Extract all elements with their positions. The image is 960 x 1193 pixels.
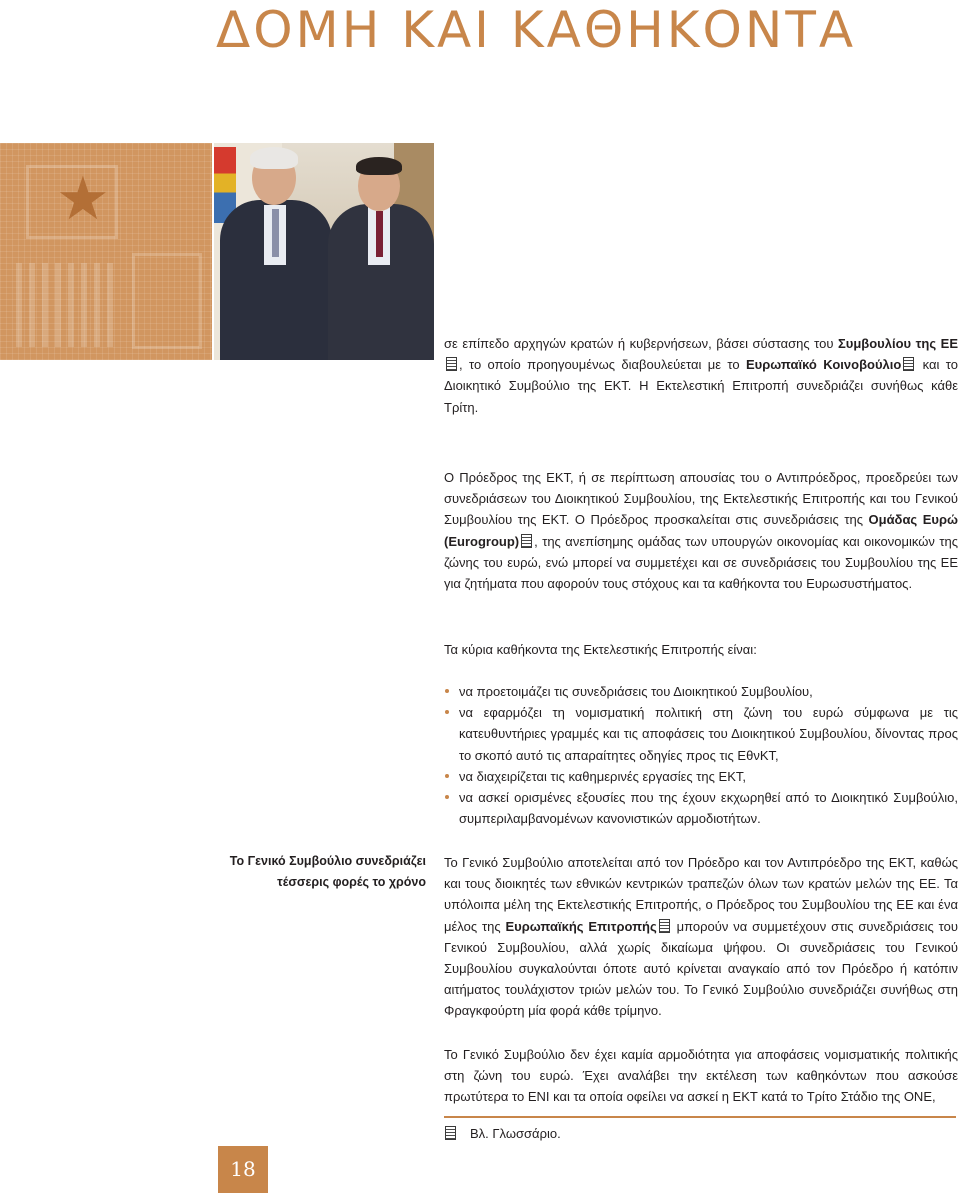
list-item: να διαχειρίζεται τις καθημερινές εργασίες της ΕΚΤ, <box>444 766 958 787</box>
tile-panel <box>132 253 202 349</box>
glossary-reference-icon <box>446 357 457 371</box>
glossary-term-european-commission: Ευρωπαϊκής Επιτροπής <box>505 918 657 934</box>
glossary-term-eurogroup: Ομάδας Ευρώ (Eurogroup) <box>444 512 958 549</box>
list-item: να εφαρμόζει τη νομισματική πολιτική στη ζώνη του ευρώ σύμφωνα με τις κατευθυντήριες γραμμές και τις αποφάσεις του Διοικητικού Συμβουλίου, δίνοντας προς το σκοπό αυτό τις απαραίτητες οδηγίες προς τις ΕθνΚΤ, <box>444 702 958 766</box>
paragraph-appointment: σε επίπεδο αρχηγών κρατών ή κυβερνήσεων, βάσει σύστασης του Συμβουλίου της ΕΕ, το οποίο προηγουμένως διαβουλεύεται με το Ευρωπαϊκό Κοινοβούλιο και το Διοικητικό Συμβούλιο της ΕΚΤ. Η Εκτελεστική Επιτροπή συνεδριάζει συνήθως κάθε Τρίτη. <box>444 336 958 415</box>
paragraph-president: Ο Πρόεδρος της ΕΚΤ, ή σε περίπτωση απουσίας του ο Αντιπρόεδρος, προεδρεύει των συνεδριάσεων του Διοικητικού Συμβουλίου, της Εκτελεστικής Επιτροπής και του Γενικού Συμβουλίου της ΕΚΤ. Ο Πρόεδρος προσκαλείται στις συνεδριάσεις της Ομάδας Ευρώ (Eurogroup) , της ανεπίσημης ομάδας των υπουργών οικονομίας και οικονομικών της ζώνης του ευρώ, ενώ μπορεί να συμμετέχει και σε συνεδριάσεις του Συμβουλίου της ΕΕ για ζητήματα που αφορούν τους στόχους και τα καθήκοντα του Ευρωσυστήματος. <box>444 470 958 592</box>
footnote-text: Βλ. Γλωσσάριο. <box>470 1126 561 1141</box>
list-item: να προετοιμάζει τις συνεδριάσεις του Διοικητικού Συμβουλίου, <box>444 681 958 702</box>
header-image-strip <box>0 143 434 360</box>
person-left <box>218 143 336 360</box>
tile-bars <box>16 263 120 347</box>
paragraph-duties-intro: Τα κύρια καθήκοντα της Εκτελεστικής Επιτροπής είναι: <box>444 642 757 657</box>
decorative-tile-image <box>0 143 212 360</box>
glossary-reference-icon <box>521 534 532 548</box>
page-title: ΔΟΜΗ ΚΑΙ ΚΑΘΗΚΟΝΤΑ <box>216 1 857 59</box>
glossary-reference-icon <box>903 357 914 371</box>
officials-photo <box>214 143 434 360</box>
footnote-divider <box>444 1116 956 1118</box>
star-icon: ★ <box>56 165 110 232</box>
margin-note: Το Γενικό Συμβούλιο συνεδριάζει τέσσερις φορές το χρόνο <box>229 854 426 889</box>
page-number: 18 <box>218 1146 268 1193</box>
paragraph-general-council-role: Το Γενικό Συμβούλιο δεν έχει καμία αρμοδιότητα για αποφάσεις νομισματικής πολιτικής στη ζώνη του ευρώ. Έχει αναλάβει την εκτέλεση των καθηκόντων που ασκούσε πρωτύτερα το ΕΝΙ και τα οποία οφείλει να ασκεί η ΕΚΤ κατά το Τρίτο Στάδιο της ΟΝΕ, <box>444 1047 958 1105</box>
glossary-reference-icon <box>659 919 670 933</box>
glossary-term-eu-council: Συμβουλίου της ΕΕ <box>837 336 958 351</box>
paragraph-general-council: Το Γενικό Συμβούλιο αποτελείται από τον Πρόεδρο και τον Αντιπρόεδρο της ΕΚΤ, καθώς και τους διοικητές των εθνικών κεντρικών τραπεζών όλων των κρατών μελών της ΕΕ. Τα υπόλοιπα μέλη της Εκτελεστικής Επιτροπής, ο Πρόεδρος του Συμβουλίου της ΕΕ και ένα μέλος της Ευρωπαϊκής Επιτροπής μπορούν να συμμετέχουν στις συνεδριάσεις του Γενικού Συμβουλίου, αλλά χωρίς δικαίωμα ψήφου. Οι συνεδριάσεις του Γενικού Συμβουλίου συγκαλούνται όποτε αυτό κρίνεται αναγκαίο από τον Πρόεδρο ή κατόπιν αιτήματος τουλάχιστον τριών μελών του. Το Γενικό Συμβούλιο συνεδριάζει συνήθως στη Φραγκφούρτη μία φορά κάθε τρίμηνο. <box>444 855 958 1019</box>
list-item: να ασκεί ορισμένες εξουσίες που της έχουν εκχωρηθεί από το Διοικητικό Συμβούλιο, συμπεριλαμβανομένων κανονιστικών αρμοδιοτήτων. <box>444 787 958 829</box>
glossary-term-european-parliament: Ευρωπαϊκό Κοινοβούλιο <box>746 357 902 373</box>
duties-list <box>444 681 958 829</box>
footnote <box>444 1123 956 1144</box>
glossary-reference-icon <box>445 1126 456 1140</box>
person-right <box>328 143 434 360</box>
